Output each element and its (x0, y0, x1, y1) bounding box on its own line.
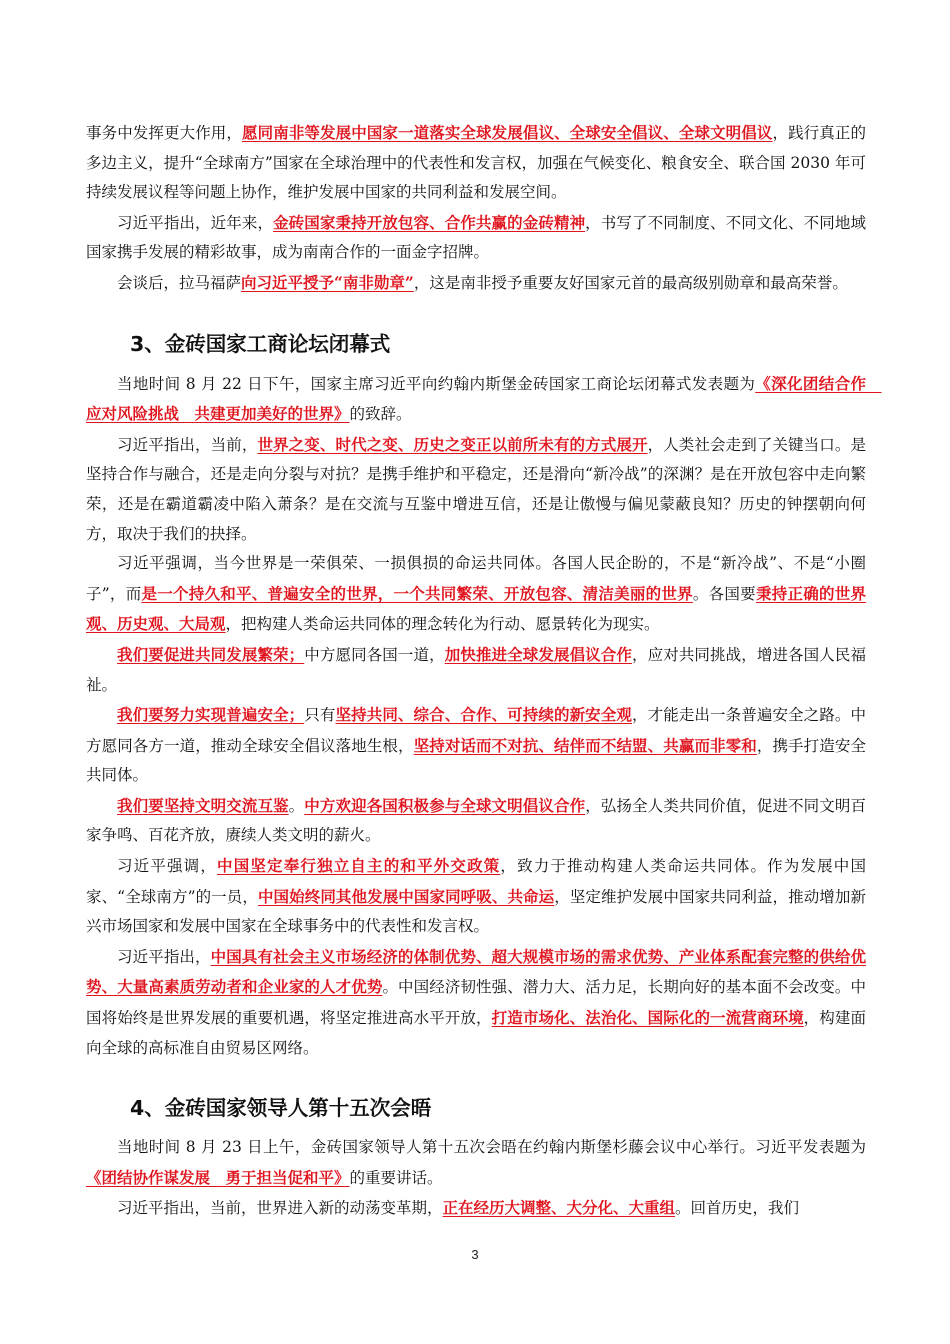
highlighted-text: 我们要努力实现普遍安全； (117, 705, 305, 725)
text-segment: 习近平强调， (117, 857, 218, 876)
text-segment: ，弘扬全人类共同价值，促进不同文明百家争鸣、百花齐放，赓续人类文明的薪火。 (86, 796, 866, 845)
highlighted-text: 《深化团结合作 应对风险挑战 共建更加美好的世界》 (86, 373, 882, 424)
paragraph (86, 369, 882, 430)
text-segment: 当地时间 8 月 23 日上午，金砖国家领导人第十五次会晤在约翰内斯堡杉藤会议中心举行。习近平发表题为 (117, 1138, 866, 1157)
paragraph (86, 430, 866, 549)
highlighted-text: 坚持共同、综合、合作、可持续的新安全观 (335, 705, 632, 725)
highlighted-text: 我们要坚持文明交流互鉴 (117, 795, 289, 815)
paragraph (86, 791, 866, 851)
highlighted-text: 我们要促进共同发展繁荣； (117, 644, 305, 664)
paragraph (86, 1193, 866, 1224)
text-segment: 习近平强调，当今世界是一荣俱荣、一损俱损的命运共同体。各国人民企盼的，不是“新冷战”、不是“小圈子”，而 (86, 554, 866, 603)
highlighted-text: 世界之变、时代之变、历史之变正以前所未有的方式展开 (257, 434, 648, 454)
text-segment: ，构建面向全球的高标准自由贸易区网络。 (86, 1009, 866, 1057)
text-segment: ，把构建人类命运共同体的理念转化为行动、愿景转化为现实。 (225, 615, 660, 634)
highlighted-text: 中国具有社会主义市场经济的体制优势、超大规模市场的需求优势、产业体系配套完整的供给优势、大量高素质劳动者和企业家的人才优势 (86, 946, 866, 997)
highlighted-text: 坚持对话而不对抗、结伴而不结盟、共赢而非零和 (413, 735, 757, 755)
highlighted-text: 加快推进全球发展倡议合作 (444, 644, 632, 664)
section-3-body (86, 369, 882, 1064)
text-segment: 。 (288, 796, 305, 815)
text-segment: 习近平指出，当前，世界进入新的动荡变革期， (117, 1199, 443, 1218)
text-segment: 当地时间 8 月 22 日下午，国家主席习近平向约翰内斯堡金砖国家工商论坛闭幕式发表题为 (117, 374, 756, 393)
text-segment: 习近平指出，近年来， (117, 213, 274, 232)
text-segment: ，才能走出一条普遍安全之路。中方愿同各方一道，推动全球安全倡议落地生根， (86, 706, 866, 755)
highlighted-text: 向习近平授予“南非勋章” (241, 272, 414, 292)
highlighted-text: 《团结协作谋发展 勇于担当促和平》 (86, 1167, 350, 1187)
text-segment: 习近平指出，当前， (117, 435, 258, 454)
highlighted-text: 金砖国家秉持开放包容、合作共赢的金砖精神 (273, 212, 586, 232)
text-segment: 的重要讲话。 (349, 1168, 443, 1187)
text-segment: 。中国经济韧性强、潜力大、活力足，长期向好的基本面不会改变。中国将始终是世界发展的重要机遇，将坚定推进高水平开放， (86, 978, 866, 1028)
text-segment: ，携手打造安全共同体。 (86, 736, 866, 785)
section-4-body (86, 1133, 866, 1224)
text-segment: ，这是南非授予重要友好国家元首的最高级别勋章和最高荣誉。 (413, 273, 848, 292)
text-segment: 。回首历史，我们 (675, 1199, 800, 1218)
text-segment: ，践行真正的多边主义，提升“全球南方”国家在全球治理中的代表性和发言权，加强在气候变化、粮食安全、联合国 2030 年可持续发展议程等问题上协作，维护发展中国家的共同利益和发展空间。 (86, 124, 866, 202)
text-segment: 的致辞。 (349, 405, 412, 424)
text-segment: ，书写了不同制度、不同文化、不同地域国家携手发展的精彩故事，成为南南合作的一面金字招牌。 (86, 213, 866, 262)
text-segment: ，人类社会走到了关键当口。是坚持合作与融合，还是走向分裂与对抗？是携手维护和平稳定，还是滑向“新冷战”的深渊？是在开放包容中走向繁荣，还是在霸道霸凌中陷入萧条？是在交流与互鉴中增进互信，还是让傲慢与偏见蒙蔽良知？历史的钟摆朝向何方，取决于我们的抉择。 (86, 435, 866, 543)
paragraph (86, 942, 866, 1063)
highlighted-text: 秉持正确的世界观、历史观、大局观 (86, 583, 866, 634)
highlighted-text: 是一个持久和平、普遍安全的世界，一个共同繁荣、开放包容、清洁美丽的世界 (141, 583, 693, 603)
paragraph (86, 118, 866, 208)
intro-paragraphs (86, 118, 866, 299)
highlighted-text: 打造市场化、法治化、国际化的一流营商环境 (491, 1008, 804, 1028)
paragraph (86, 640, 866, 700)
text-segment: 。各国要 (692, 584, 756, 603)
paragraph (86, 208, 866, 268)
text-segment: 习近平指出， (117, 947, 211, 966)
text-segment: ，致力于推动构建人类命运共同体。作为发展中国家、“全球南方”的一员， (86, 857, 866, 906)
page-content (86, 118, 882, 1224)
highlighted-text: 中方欢迎各国积极参与全球文明倡议合作 (304, 795, 586, 815)
text-segment: 会谈后，拉马福萨 (117, 273, 242, 292)
text-segment: ，应对共同挑战，增进各国人民福祉。 (86, 645, 866, 694)
text-segment: 中方愿同各国一道， (304, 645, 445, 664)
highlighted-text: 愿同南非等发展中国家一道落实全球发展倡议、全球安全倡议、全球文明倡议 (242, 123, 773, 142)
highlighted-text: 正在经历大调整、大分化、大重组 (442, 1198, 676, 1218)
section-4-heading: 4、金砖国家领导人第十五次会晤 (130, 1096, 432, 1121)
text-segment: 事务中发挥更大作用， (86, 124, 243, 142)
text-segment: ，坚定维护发展中国家共同利益，推动增加新兴市场国家和发展中国家在全球事务中的代表性和发言权。 (86, 887, 866, 936)
text-segment: 只有 (304, 706, 336, 725)
paragraph (86, 268, 866, 299)
paragraph (86, 549, 866, 640)
paragraph (86, 700, 866, 791)
highlighted-text: 中国坚定奉行独立自主的和平外交政策 (217, 856, 501, 876)
paragraph (86, 1133, 866, 1193)
section-3-heading: 3、金砖国家工商论坛闭幕式 (130, 331, 391, 356)
page-number: 3 (471, 1247, 479, 1262)
highlighted-text: 中国始终同其他发展中国家同呼吸、共命运 (257, 886, 555, 906)
paragraph (86, 851, 866, 942)
